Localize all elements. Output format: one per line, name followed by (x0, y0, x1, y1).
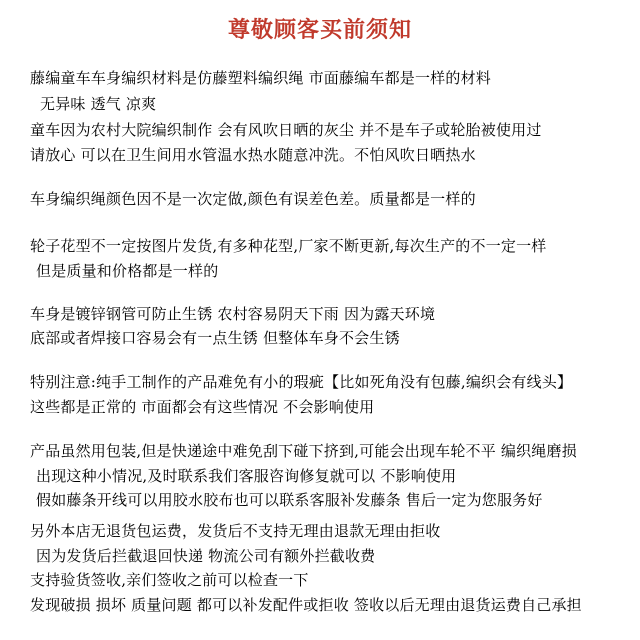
notice-line: 请放心 可以在卫生间用水管温水热水随意冲洗。不怕风吹日晒热水 (30, 146, 476, 164)
notice-title: 尊敬顾客买前须知 (227, 17, 412, 43)
notice-line: 童车因为农村大院编织制作 会有风吹日晒的灰尘 并不是车子或轮胎被使用过 (30, 121, 542, 139)
notice-line: 这些都是正常的 市面都会有这些情况 不会影响使用 (30, 398, 375, 416)
notice-line: 藤编童车车身编织材料是仿藤塑料编织绳 市面藤编车都是一样的材料 (30, 69, 491, 87)
notice-line: 因为发货后拦截退回快递 物流公司有额外拦截收费 (36, 547, 376, 565)
notice-line: 无异味 透气 凉爽 (40, 95, 157, 113)
notice-line: 车身是镀锌钢管可防止生锈 农村容易阴天下雨 因为露天环境 (30, 305, 436, 323)
notice-line: 出现这种小情况,及时联系我们客服咨询修复就可以 不影响使用 (36, 467, 457, 485)
notice-line: 轮子花型不一定按图片发货,有多种花型,厂家不断更新,每次生产的不一定一样 (30, 237, 547, 255)
notice-line: 车身编织绳颜色因不是一次定做,颜色有误差色差。质量都是一样的 (30, 190, 476, 208)
notice-line: 底部或者焊接口容易会有一点生锈 但整体车身不会生锈 (30, 329, 400, 347)
notice-line: 另外本店无退货包运费，发货后不支持无理由退款无理由拒收 (30, 522, 441, 540)
notice-line: 产品虽然用包装,但是快递途中难免刮下碰下挤到,可能会出现车轮不平 编织绳磨损 (30, 442, 577, 460)
notice-line: 发现破损 损坏 质量问题 都可以补发配件或拒收 签收以后无理由退货运费自己承担 (30, 596, 582, 614)
notice-line: 特别注意:纯手工制作的产品难免有小的瑕疵【比如死角没有包藤,编织会有线头】 (30, 373, 573, 391)
notice-line: 但是质量和价格都是一样的 (36, 262, 219, 280)
notice-line: 假如藤条开线可以用胶水胶布也可以联系客服补发藤条 售后一定为您服务好 (36, 491, 543, 509)
notice-line: 支持验货签收,亲们签收之前可以检查一下 (30, 571, 309, 589)
